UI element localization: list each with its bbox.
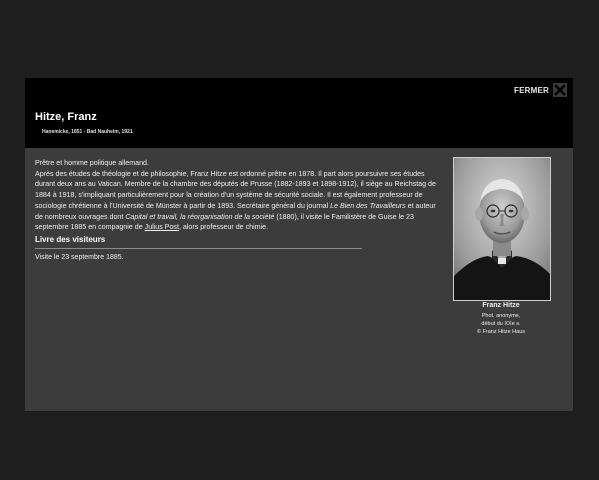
close-button[interactable] xyxy=(514,83,567,97)
bio-text-part1: Après des études de théologie et de philosophie, Franz Hitze est ordonné prêtre en 1878. Il part alors poursuivre ses études durant deux ans au Vatican. Membre de la chambre des députés de Prusse (1882-1893 et 1898-1912), il siège au Reichstag de 1884 à 1918, s'impliquant particulièrement pour la création d'un système de sécurité sociale. Il est également professeur de sociologie chrétienne à l'Université de Münster à partir de 1893. Secrétaire général du journal xyxy=(35,169,436,210)
journal-title: Le Bien des Travailleurs xyxy=(330,201,406,210)
julius-post-link[interactable]: Julius Post xyxy=(144,223,179,232)
section-divider xyxy=(35,248,362,249)
life-dates: Hanemicke, 1851 - Bad Nauheim, 1921 xyxy=(42,129,133,135)
portrait-caption xyxy=(445,302,557,336)
portrait-credit-line2: début du XXe s. xyxy=(481,321,521,327)
bio-text-part2: et auteur de nombreux ouvrages dont xyxy=(35,201,436,221)
bio-paragraph xyxy=(35,169,440,233)
close-label[interactable]: FERMER xyxy=(514,85,549,95)
visitors-book-title: Livre des visiteurs xyxy=(35,235,106,244)
biography-text xyxy=(35,158,440,233)
book-title: Capital et travail, la réorganisation de la société xyxy=(125,212,275,221)
bio-text-part3: (1880), il visite le Familistère de Guise le 23 septembre 1885 en compagnie de xyxy=(35,212,414,232)
visit-entry: Visite le 23 septembre 1885. xyxy=(35,254,124,261)
bio-intro: Prêtre et homme politique allemand. xyxy=(35,159,149,167)
biography-modal xyxy=(25,78,573,411)
person-name: Hitze, Franz xyxy=(35,111,97,123)
portrait-credit-line3: © Franz Hitze Haus xyxy=(476,329,526,335)
portrait-credit-line1: Phot. anonyme, xyxy=(481,313,521,319)
modal-header xyxy=(25,78,573,148)
bio-text-part4: , alors professeur de chimie. xyxy=(178,223,269,232)
close-icon[interactable] xyxy=(553,83,567,97)
portrait-photo xyxy=(453,157,551,301)
portrait-caption-title: Franz Hitze xyxy=(482,302,520,309)
